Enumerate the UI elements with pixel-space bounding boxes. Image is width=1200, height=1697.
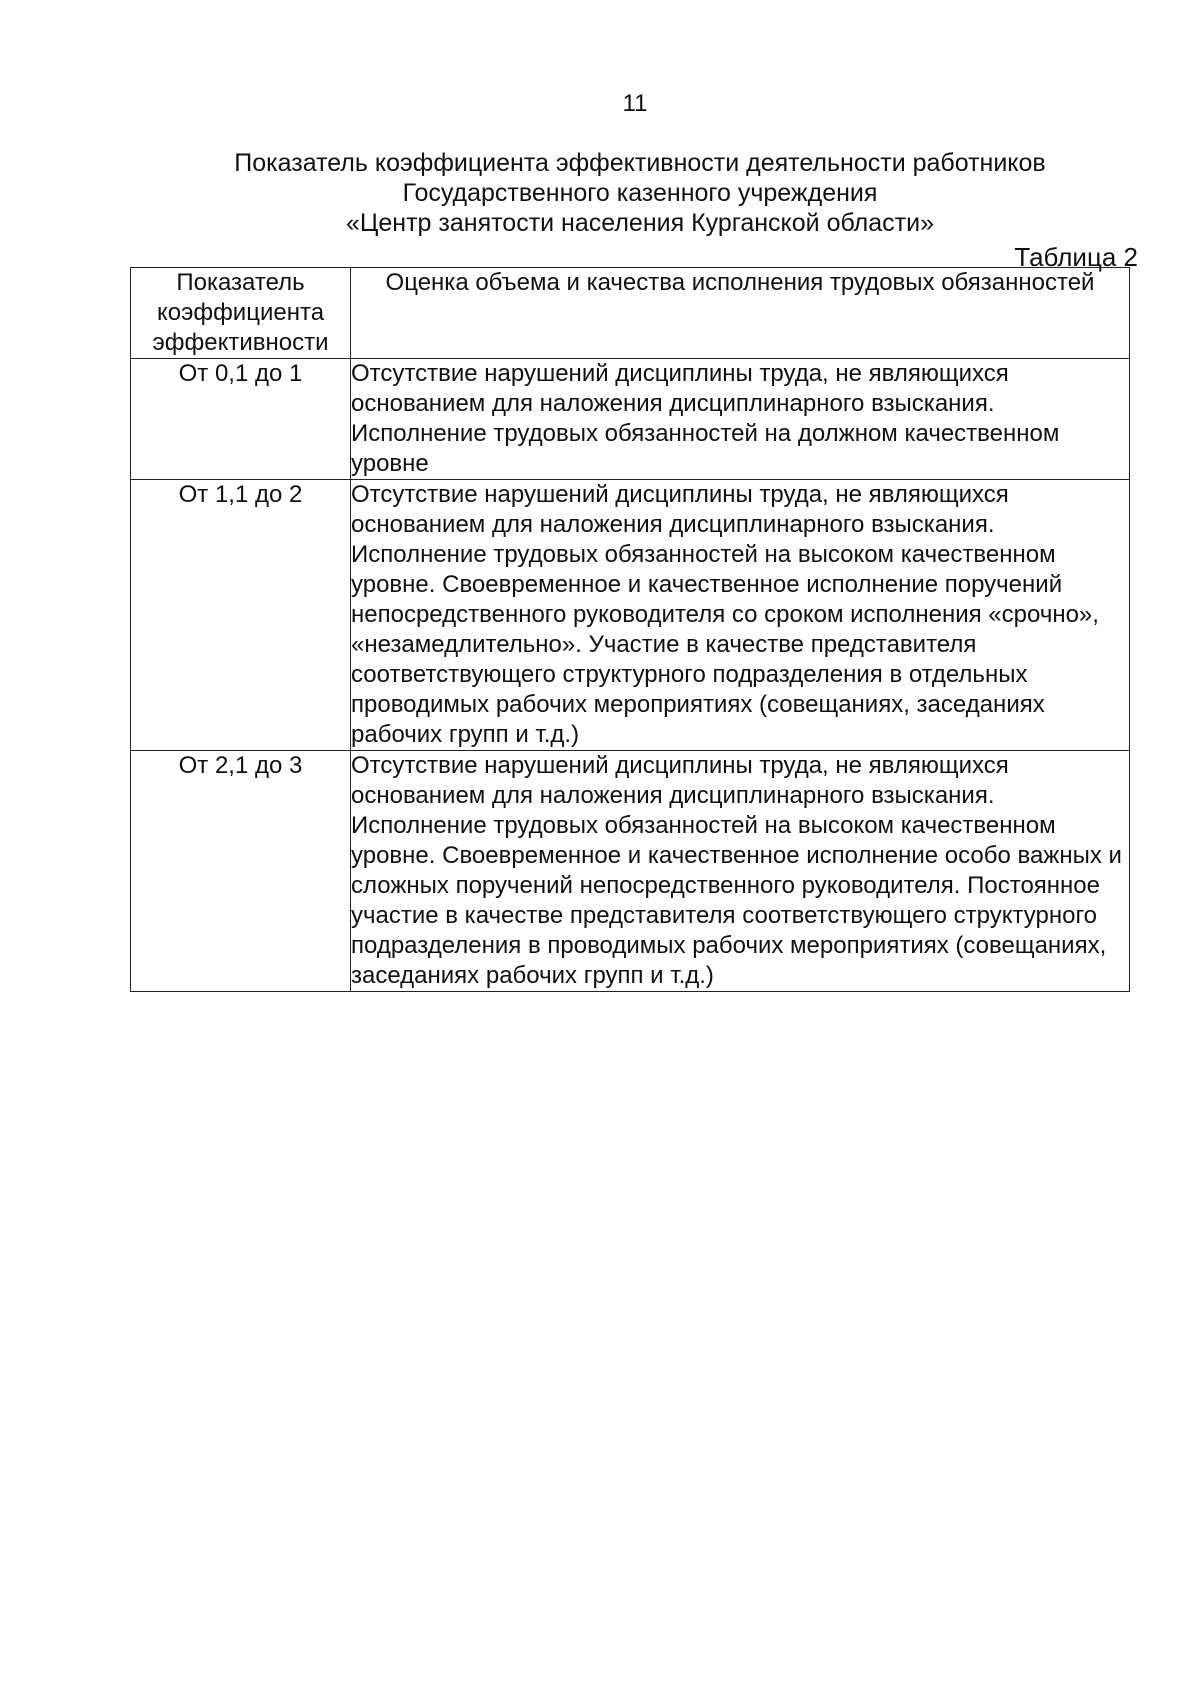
- title-line-1: Показатель коэффициента эффективности деятельности работников: [234, 149, 1046, 177]
- row-description: Отсутствие нарушений дисциплины труда, не являющихся основанием для наложения дисциплинарного взыскания. Исполнение трудовых обязанностей на высоком качественном уровне. Своевременное и качественное исполнение поручений непосредственного руководителя со сроком исполнения «срочно», «незамедлительно». Участие в качестве представителя соответствующего структурного подразделения в отдельных проводимых рабочих мероприятиях (совещаниях, заседаниях рабочих групп и т.д.): [351, 480, 1130, 751]
- page-number: 11: [622, 90, 648, 117]
- table-header-row: [131, 268, 1130, 359]
- table-row: [131, 480, 1130, 751]
- row-range: От 2,1 до 3: [131, 751, 351, 992]
- header-indicator: Показатель коэффициента эффективности: [131, 268, 351, 359]
- title-line-3: «Центр занятости населения Курганской области»: [346, 209, 934, 237]
- row-description: Отсутствие нарушений дисциплины труда, не являющихся основанием для наложения дисциплинарного взыскания. Исполнение трудовых обязанностей на должном качественном уровне: [351, 359, 1130, 480]
- title-line-2: Государственного казенного учреждения: [402, 179, 878, 207]
- coefficient-table: [130, 267, 1130, 992]
- table-caption: Таблица 2: [1014, 242, 1138, 272]
- table-row: [131, 359, 1130, 480]
- table-row: [131, 751, 1130, 992]
- row-range: От 0,1 до 1: [131, 359, 351, 480]
- row-description: Отсутствие нарушений дисциплины труда, не являющихся основанием для наложения дисциплинарного взыскания. Исполнение трудовых обязанностей на высоком качественном уровне. Своевременное и качественное исполнение особо важных и сложных поручений непосредственного руководителя. Постоянное участие в качестве представителя соответствующего структурного подразделения в проводимых рабочих мероприятиях (совещаниях, заседаниях рабочих групп и т.д.): [351, 751, 1130, 992]
- header-assessment: Оценка объема и качества исполнения трудовых обязанностей: [351, 268, 1130, 359]
- document-title: [130, 148, 1150, 238]
- row-range: От 1,1 до 2: [131, 480, 351, 751]
